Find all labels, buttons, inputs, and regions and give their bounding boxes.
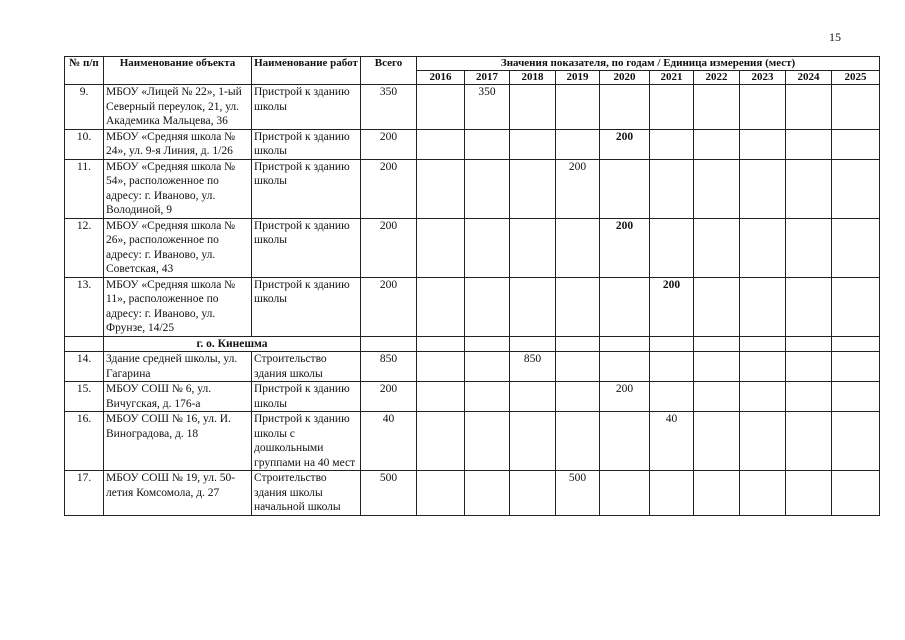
header-year: 2022 (694, 71, 740, 85)
year-value (650, 382, 694, 412)
year-value (510, 159, 556, 218)
header-year: 2018 (510, 71, 556, 85)
year-value (417, 159, 465, 218)
total-value: 200 (361, 129, 417, 159)
object-name: МБОУ СОШ № 6, ул. Вичугская, д. 176-а (104, 382, 252, 412)
total-value: 200 (361, 218, 417, 277)
year-value (832, 352, 880, 382)
year-value (600, 277, 650, 336)
year-value (740, 352, 786, 382)
year-value (465, 129, 510, 159)
total-value: 350 (361, 85, 417, 130)
year-value (786, 277, 832, 336)
region-num-cell (65, 336, 104, 352)
row-number: 11. (65, 159, 104, 218)
header-name: Наименование объекта (104, 57, 252, 85)
year-value: 350 (465, 85, 510, 130)
year-value (832, 159, 880, 218)
row-number: 14. (65, 352, 104, 382)
year-value (465, 352, 510, 382)
row-number: 16. (65, 412, 104, 471)
year-value: 200 (600, 382, 650, 412)
year-value (600, 471, 650, 516)
table-row (65, 218, 880, 277)
year-value (832, 471, 880, 516)
year-value (556, 277, 600, 336)
year-value (650, 352, 694, 382)
work-name: Пристрой к зданию школы (252, 85, 361, 130)
year-value (650, 85, 694, 130)
region-empty-cell (465, 336, 510, 352)
year-value (465, 471, 510, 516)
year-value (600, 85, 650, 130)
region-empty-cell (600, 336, 650, 352)
header-year: 2021 (650, 71, 694, 85)
header-year: 2023 (740, 71, 786, 85)
page-number: 15 (829, 30, 841, 44)
year-value (694, 412, 740, 471)
table-body-part1 (65, 85, 880, 337)
year-value: 500 (556, 471, 600, 516)
year-value (786, 382, 832, 412)
year-value (740, 471, 786, 516)
header-year: 2024 (786, 71, 832, 85)
year-value (465, 412, 510, 471)
year-value (556, 218, 600, 277)
work-name: Строительство здания школы (252, 352, 361, 382)
total-value: 200 (361, 159, 417, 218)
year-value (740, 129, 786, 159)
year-value (510, 277, 556, 336)
header-year: 2019 (556, 71, 600, 85)
year-value (740, 85, 786, 130)
region-section (65, 336, 880, 352)
header-year: 2025 (832, 71, 880, 85)
year-value (556, 129, 600, 159)
header-values-title: Значения показателя, по годам / Единица измерения (мест) (417, 57, 880, 71)
year-value (694, 159, 740, 218)
table-row (65, 85, 880, 130)
header-year: 2016 (417, 71, 465, 85)
region-empty-cell (740, 336, 786, 352)
object-name: МБОУ «Средняя школа № 11», расположенное по адресу: г. Иваново, ул. Фрунзе, 14/25 (104, 277, 252, 336)
year-value (510, 85, 556, 130)
header-total: Всего (361, 57, 417, 85)
year-value (417, 218, 465, 277)
year-value (832, 129, 880, 159)
region-row (65, 336, 880, 352)
year-value (417, 412, 465, 471)
region-empty-cell (694, 336, 740, 352)
row-number: 9. (65, 85, 104, 130)
year-value (600, 159, 650, 218)
year-value (465, 277, 510, 336)
year-value (740, 412, 786, 471)
table-body-part2 (65, 352, 880, 516)
year-value (417, 85, 465, 130)
region-empty-cell (361, 336, 417, 352)
total-value: 200 (361, 382, 417, 412)
year-value (417, 277, 465, 336)
work-name: Пристрой к зданию школы (252, 218, 361, 277)
object-name: МБОУ СОШ № 16, ул. И. Виноградова, д. 18 (104, 412, 252, 471)
object-name: МБОУ «Средняя школа № 24», ул. 9-я Линия, д. 1/26 (104, 129, 252, 159)
year-value (786, 159, 832, 218)
year-value (694, 471, 740, 516)
year-value (832, 412, 880, 471)
year-value (465, 218, 510, 277)
year-value (694, 85, 740, 130)
region-empty-cell (556, 336, 600, 352)
work-name: Пристрой к зданию школы (252, 382, 361, 412)
object-name: МБОУ СОШ № 19, ул. 50-летия Комсомола, д. 27 (104, 471, 252, 516)
year-value (786, 218, 832, 277)
year-value (556, 382, 600, 412)
year-value (740, 159, 786, 218)
year-value (556, 85, 600, 130)
header-year: 2017 (465, 71, 510, 85)
year-value (694, 382, 740, 412)
row-number: 12. (65, 218, 104, 277)
year-value (510, 471, 556, 516)
year-value (510, 412, 556, 471)
header-num: № п/п (65, 57, 104, 85)
year-value (417, 352, 465, 382)
year-value (465, 159, 510, 218)
year-value (786, 471, 832, 516)
total-value: 200 (361, 277, 417, 336)
year-value (694, 218, 740, 277)
total-value: 40 (361, 412, 417, 471)
table-row (65, 412, 880, 471)
year-value (600, 412, 650, 471)
row-number: 17. (65, 471, 104, 516)
year-value (417, 382, 465, 412)
table-row (65, 129, 880, 159)
work-name: Пристрой к зданию школы (252, 277, 361, 336)
object-name: МБОУ «Средняя школа № 54», расположенное по адресу: г. Иваново, ул. Володиной, 9 (104, 159, 252, 218)
object-name: МБОУ «Лицей № 22», 1-ый Северный переулок, 21, ул. Академика Мальцева, 36 (104, 85, 252, 130)
year-value (650, 159, 694, 218)
year-value: 850 (510, 352, 556, 382)
year-value (694, 129, 740, 159)
year-value: 200 (650, 277, 694, 336)
year-value (740, 218, 786, 277)
year-value (786, 85, 832, 130)
header-work: Наименование работ (252, 57, 361, 85)
total-value: 500 (361, 471, 417, 516)
targets-table (64, 56, 880, 516)
table-row (65, 471, 880, 516)
header-year: 2020 (600, 71, 650, 85)
work-name: Пристрой к зданию школы (252, 129, 361, 159)
year-value (786, 129, 832, 159)
region-empty-cell (650, 336, 694, 352)
year-value (510, 382, 556, 412)
year-value (740, 382, 786, 412)
year-value (694, 352, 740, 382)
total-value: 850 (361, 352, 417, 382)
table-header (65, 57, 880, 85)
year-value (650, 129, 694, 159)
table-row (65, 352, 880, 382)
object-name: МБОУ «Средняя школа № 26», расположенное по адресу: г. Иваново, ул. Советская, 43 (104, 218, 252, 277)
year-value: 200 (600, 129, 650, 159)
table-row (65, 159, 880, 218)
year-value (417, 471, 465, 516)
year-value (786, 352, 832, 382)
year-value (832, 218, 880, 277)
object-name: Здание средней школы, ул. Гагарина (104, 352, 252, 382)
year-value (417, 129, 465, 159)
row-number: 15. (65, 382, 104, 412)
year-value (510, 129, 556, 159)
year-value (510, 218, 556, 277)
region-label: г. о. Кинешма (104, 336, 361, 352)
year-value (556, 412, 600, 471)
year-value (465, 382, 510, 412)
year-value (650, 471, 694, 516)
year-value (786, 412, 832, 471)
work-name: Строительство здания школы начальной школы (252, 471, 361, 516)
work-name: Пристрой к зданию школы (252, 159, 361, 218)
region-empty-cell (832, 336, 880, 352)
year-value (694, 277, 740, 336)
year-value (650, 218, 694, 277)
work-name: Пристрой к зданию школы с дошкольными группами на 40 мест (252, 412, 361, 471)
year-value: 40 (650, 412, 694, 471)
table-row (65, 382, 880, 412)
year-value (556, 352, 600, 382)
year-value (832, 85, 880, 130)
region-empty-cell (786, 336, 832, 352)
table-row (65, 277, 880, 336)
region-empty-cell (417, 336, 465, 352)
row-number: 10. (65, 129, 104, 159)
year-value (832, 277, 880, 336)
year-value (832, 382, 880, 412)
year-value: 200 (600, 218, 650, 277)
year-value (600, 352, 650, 382)
year-value: 200 (556, 159, 600, 218)
region-empty-cell (510, 336, 556, 352)
year-value (740, 277, 786, 336)
row-number: 13. (65, 277, 104, 336)
